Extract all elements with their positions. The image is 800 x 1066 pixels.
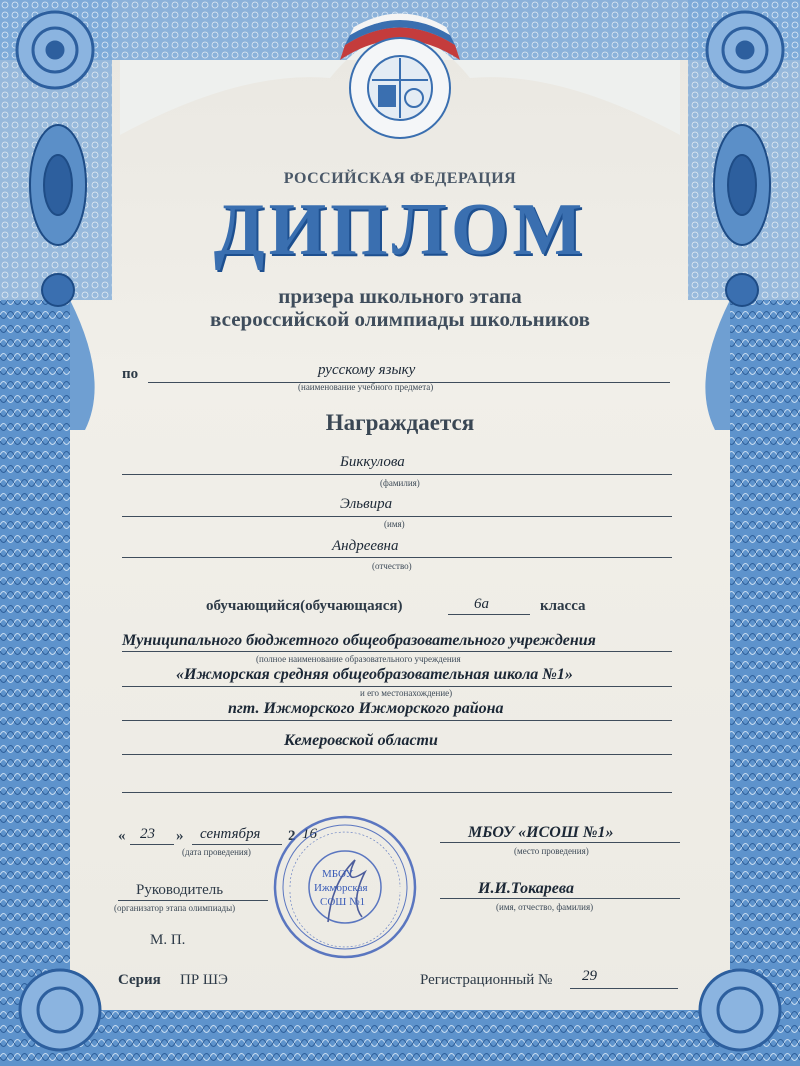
olympiad-emblem — [340, 14, 460, 139]
name-caption: (имя) — [384, 519, 405, 529]
surname-caption: (фамилия) — [380, 478, 420, 488]
date-quote-close: » — [176, 828, 184, 844]
study-suffix: класса — [540, 598, 586, 614]
grade-value: 6а — [474, 596, 489, 612]
name-value: Эльвира — [340, 496, 393, 512]
grade-line — [448, 614, 530, 615]
school-line-4: Кемеровской области — [284, 732, 438, 749]
leader-caption: (организатор этапа олимпиады) — [114, 903, 236, 913]
diploma-title: ДИПЛОМ — [213, 189, 587, 271]
place-caption: (место проведения) — [514, 846, 589, 856]
name-line — [122, 516, 672, 517]
series-label: Серия — [118, 972, 161, 988]
date-month-line — [192, 844, 282, 845]
subtitle-line-1: призера школьного этапа — [278, 284, 522, 308]
date-month: сентября — [200, 826, 261, 842]
patronymic-line — [122, 557, 672, 558]
date-year: 16 — [302, 826, 317, 842]
school-rule-1 — [122, 651, 672, 652]
subject-value: русскому языку — [318, 362, 416, 378]
stamp-line-3: СОШ №1 — [320, 896, 366, 908]
seal-place-label: М. П. — [150, 932, 186, 948]
leader-line — [118, 900, 268, 901]
registration-line — [570, 988, 678, 989]
school-rule-4 — [122, 754, 672, 755]
study-prefix: обучающийся(обучающаяся) — [206, 598, 403, 614]
school-caption-2: и его местонахождение) — [360, 688, 453, 698]
surname-line — [122, 474, 672, 475]
signer-caption: (имя, отчество, фамилия) — [496, 902, 594, 912]
school-line-3: пгт. Ижморского Ижморского района — [228, 700, 504, 717]
patronymic-value: Андреевна — [332, 538, 399, 554]
signer-line — [440, 898, 680, 899]
school-caption-1: (полное наименование образовательного учреждения — [256, 654, 461, 664]
signer-name: И.И.Токарева — [478, 880, 574, 897]
awarded-heading: Награждается — [325, 410, 475, 435]
place-line — [440, 842, 680, 843]
date-day-line — [130, 844, 174, 845]
stamp-line-2: Ижморская — [314, 882, 368, 894]
official-stamp — [270, 812, 420, 962]
series-value: ПР ШЭ — [180, 972, 228, 988]
country-heading: РОССИЙСКАЯ ФЕДЕРАЦИЯ — [283, 170, 517, 187]
date-day: 23 — [140, 826, 155, 842]
subject-prefix: по — [122, 366, 139, 382]
subtitle-line-2: всероссийской олимпиады школьников — [210, 307, 590, 331]
date-year-prefix: 2 — [288, 828, 296, 844]
date-quote-open: « — [118, 828, 126, 844]
surname-value: Биккулова — [340, 454, 405, 470]
subject-caption: (наименование учебного предмета) — [298, 382, 434, 392]
school-rule-5 — [122, 792, 672, 793]
patronymic-caption: (отчество) — [372, 561, 412, 571]
registration-number: 29 — [582, 968, 597, 984]
place-value: МБОУ «ИСОШ №1» — [468, 824, 614, 841]
school-line-1: Муниципального бюджетного общеобразовательного учреждения — [122, 632, 596, 649]
school-line-2: «Ижморская средняя общеобразовательная школа №1» — [176, 666, 573, 683]
school-rule-3 — [122, 720, 672, 721]
registration-label: Регистрационный № — [420, 972, 553, 988]
date-caption: (дата проведения) — [182, 847, 251, 857]
leader-label: Руководитель — [136, 882, 224, 898]
stamp-line-1: МБОУ — [322, 868, 354, 880]
school-rule-2 — [122, 686, 672, 687]
